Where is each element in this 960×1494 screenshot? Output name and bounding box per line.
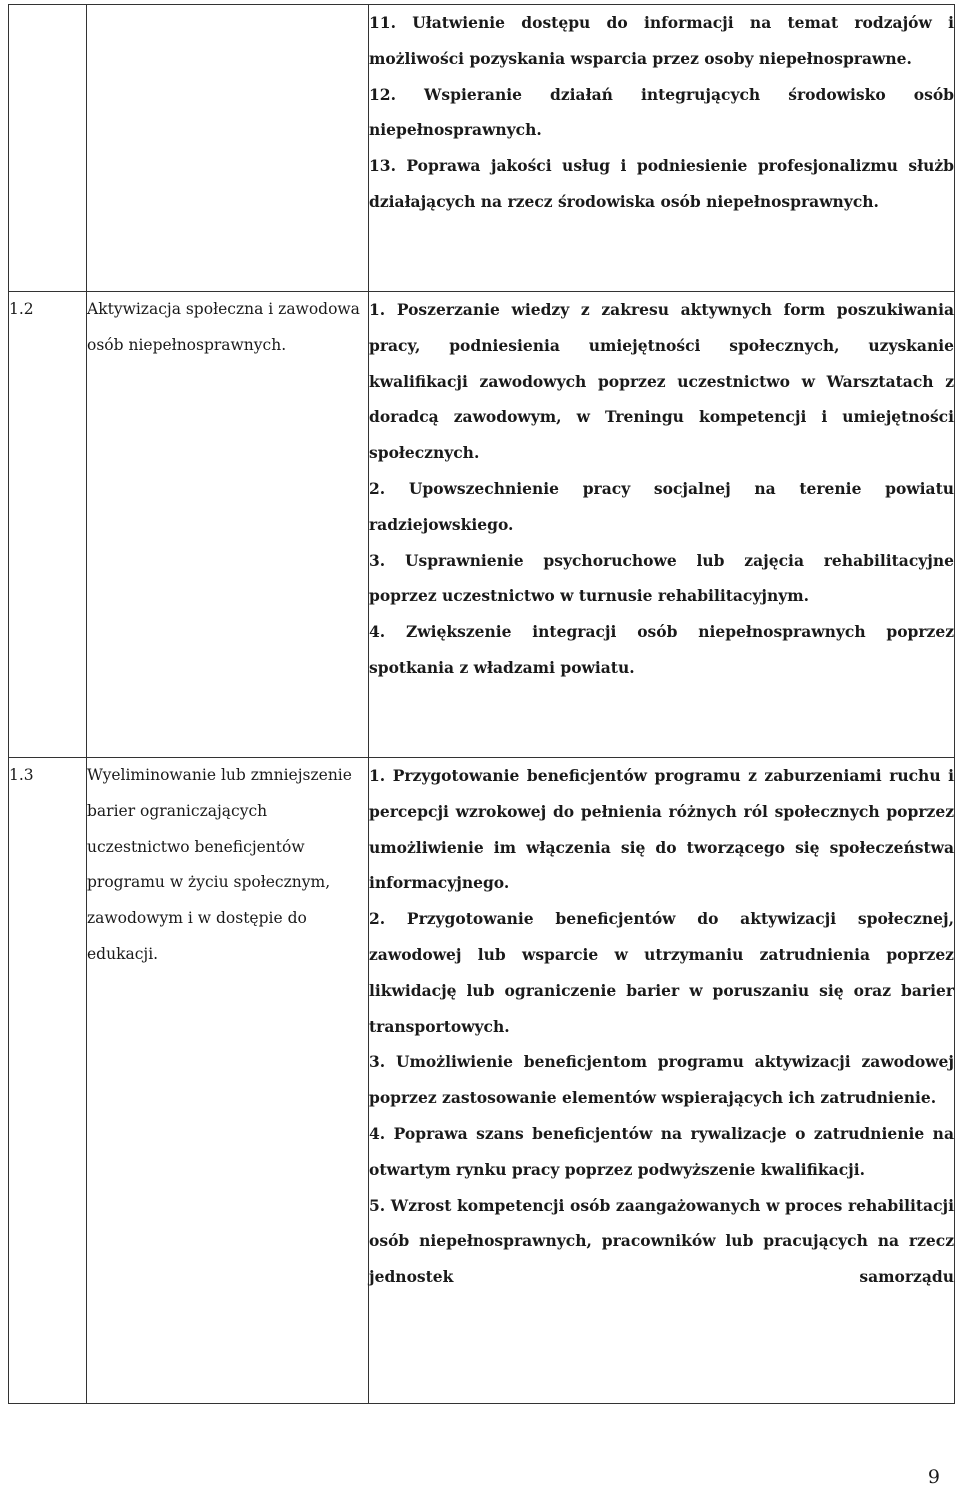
list-item: 4. Poprawa szans beneficjentów na rywalizacje o zatrudnienie na otwartym rynku pracy poprzez podwyższenie kwalifikacji. <box>369 1123 954 1179</box>
list-item: 5. Wzrost kompetencji osób zaangażowanych w proces rehabilitacji osób niepełnosprawnych, pracowników lub pracujących na rzecz jednostek samorządu <box>369 1195 954 1287</box>
list-item: 11. Ułatwienie dostępu do informacji na temat rodzajów i możliwości pozyskania wsparcia przez osoby niepełnosprawne. <box>369 13 954 68</box>
row-label: Aktywizacja społeczna i zawodowa osób niepełnosprawnych. <box>87 292 369 758</box>
list-item: 1. Poszerzanie wiedzy z zakresu aktywnych form poszukiwania pracy, podniesienia umiejętności społecznych, uzyskanie kwalifikacji zawodowych poprzez uczestnictwo w Warsztatach z doradcą zawodowym, w Treningu kompetencji i umiejętności społecznych. <box>369 300 954 463</box>
row-number <box>9 5 87 292</box>
row-number: 1.3 <box>9 758 87 1404</box>
objectives-table <box>8 4 955 1404</box>
table-row <box>9 292 955 758</box>
list-item: 4. Zwiększenie integracji osób niepełnosprawnych poprzez spotkania z władzami powiatu. <box>369 622 954 677</box>
row-content <box>369 758 955 1404</box>
table-row <box>9 758 955 1404</box>
row-number: 1.2 <box>9 292 87 758</box>
list-item: 1. Przygotowanie beneficjentów programu z zaburzeniami ruchu i percepcji wzrokowej do pełnienia różnych ról społecznych poprzez umożliwienie im włączenia się do tworzącego się społeczeństwa informacyjnego. <box>369 766 954 893</box>
list-item: 13. Poprawa jakości usług i podniesienie profesjonalizmu służb działających na rzecz środowiska osób niepełnosprawnych. <box>369 156 954 211</box>
row-label <box>87 5 369 292</box>
table-row <box>9 5 955 292</box>
list-item: 3. Usprawnienie psychoruchowe lub zajęcia rehabilitacyjne poprzez uczestnictwo w turnusie rehabilitacyjnym. <box>369 550 954 606</box>
row-content <box>369 292 955 758</box>
list-item: 12. Wspieranie działań integrujących środowisko osób niepełnosprawnych. <box>369 84 954 140</box>
page-number: 9 <box>927 1466 940 1488</box>
list-item: 2. Upowszechnienie pracy socjalnej na terenie powiatu radziejowskiego. <box>369 478 954 534</box>
list-item: 3. Umożliwienie beneficjentom programu aktywizacji zawodowej poprzez zastosowanie elementów wspierających ich zatrudnienie. <box>369 1052 954 1108</box>
list-item: 2. Przygotowanie beneficjentów do aktywizacji społecznej, zawodowej lub wsparcie w utrzymaniu zatrudnienia poprzez likwidację lub ograniczenie barier w poruszaniu się oraz barier transportowych. <box>369 909 954 1036</box>
row-label: Wyeliminowanie lub zmniejszenie barier ograniczających uczestnictwo beneficjentów programu w życiu społecznym, zawodowym i w dostępie do edukacji. <box>87 758 369 1404</box>
row-content <box>369 5 955 292</box>
